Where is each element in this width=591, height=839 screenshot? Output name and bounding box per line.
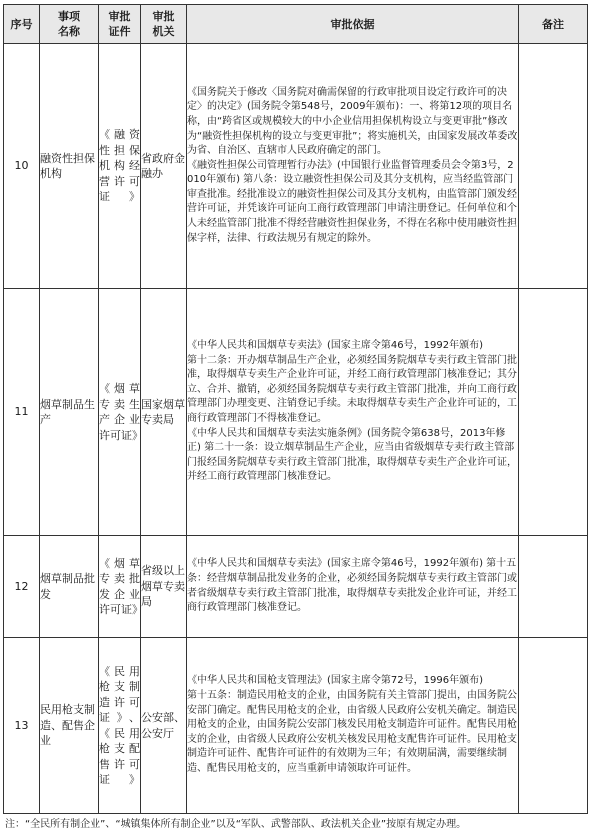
- row-seq: 13: [4, 638, 40, 814]
- row-approval-basis: [187, 536, 519, 638]
- row-approval-basis: [187, 638, 519, 814]
- header-org: [141, 5, 187, 44]
- basis-paragraph: 《中华人民共和国烟草专卖法实施条例》(国务院令第638号，2013年修正) 第二十一条：设立烟草制品生产企业，应当由省级烟草专卖行政主管部门报经国务院烟草专卖行政主管部门批准，取得烟草专卖生产企业许可证，并经工商行政管理部门核准登记。: [187, 427, 517, 483]
- table-row: [4, 638, 588, 814]
- header-cert-label: 审批证件: [108, 10, 131, 38]
- row-seq: 12: [4, 536, 40, 638]
- header-item: [40, 5, 99, 44]
- row-approval-authority: 省政府金融办: [141, 44, 187, 289]
- table-row: [4, 536, 588, 638]
- row-remark: [519, 44, 588, 289]
- row-approval-authority: 省级以上烟草专卖局: [141, 536, 187, 638]
- row-seq: 11: [4, 289, 40, 536]
- basis-paragraph: 《融资性担保公司管理暂行办法》(中国银行业监督管理委员会令第3号，2010年颁布) 第八条：设立融资性担保公司及其分支机构，应当经监管部门审查批准。经批准设立的融资性担保公司及其分支机构，由监管部门颁发经营许可证，并凭该许可证向工商行政管理部门申请注册登记。任何单位和个人未经监管部门批准不得经营融资性担保业务，不得在名称中使用融资性担保字样，法律、行政法规另有规定的除外。: [187, 159, 517, 244]
- row-remark: [519, 289, 588, 536]
- row-certificate: [99, 44, 141, 289]
- row-certificate-text: 《烟草专卖批发企业许可证》: [99, 556, 143, 616]
- row-seq: 10: [4, 44, 40, 289]
- basis-paragraph: 第十五条：制造民用枪支的企业，由国务院有关主管部门提出，由国务院公安部门确定。配售民用枪支的企业，由省级人民政府公安机关确定。制造民用枪支的企业，由国务院公安部门核发民用枪支制造许可证件。配售民用枪支的企业，由省级人民政府公安机关核发民用枪支配售许可证件。民用枪支制造许可证件、配售许可证件的有效期为三年；有效期届满，需要继续制造、配售民用枪支的，应当重新申请领取许可证件。: [187, 690, 517, 774]
- row-item-name: 融资性担保机构: [40, 44, 99, 289]
- row-approval-authority: 公安部、公安厅: [141, 638, 187, 814]
- row-remark: [519, 638, 588, 814]
- row-approval-basis: [187, 44, 519, 289]
- header-seq: 序号: [4, 5, 40, 44]
- row-item-name: 烟草制品批发: [40, 536, 99, 638]
- approval-table: [3, 4, 588, 814]
- row-item-name: 民用枪支制造、配售企业: [40, 638, 99, 814]
- row-certificate-text: 《民用枪支制造许可证》、《民用枪支配售许可证》: [99, 664, 140, 786]
- table-header-row: [4, 5, 588, 44]
- row-certificate-text: 《烟草专卖生产企业许可证》: [99, 382, 143, 442]
- row-certificate-text: 《融资性担保机构经营许可证》: [99, 128, 140, 204]
- basis-paragraph: 《中华人民共和国枪支管理法》(国家主席令第72号，1996年颁布): [187, 675, 483, 687]
- basis-paragraph: 《国务院关于修改〈国务院对确需保留的行政审批项目设定行政许可的决定〉的决定》(国务院令第548号，2009年颁布)：一、将第12项的项目名称，由“跨省区或规模较大的中小企业信用担保机构设立与变更审批”修改为“融资性担保机构的设立与变更审批”；将实施机关，由国家发展改革委改为省、自治区、直辖市人民政府确定的部门。: [187, 86, 518, 157]
- basis-paragraph: 第十二条：开办烟草制品生产企业，必须经国务院烟草专卖行政主管部门批准，取得烟草专卖生产企业许可证，并经工商行政管理部门核准登记；其分立、合并、撤销，必须经国务院烟草专卖行政主管部门批准，并向工商行政管理部门办理变更、注销登记手续。未取得烟草专卖生产企业许可证的，工商行政管理部门不得核准登记。: [187, 354, 517, 424]
- footnote: 注：“全民所有制企业”、“城镇集体所有制企业”以及“军队、武警部队、政法机关企业”按原有规定办理。: [5, 819, 467, 830]
- basis-paragraph: 《中华人民共和国烟草专卖法》(国家主席令第46号，1992年颁布): [187, 340, 483, 352]
- row-certificate: [99, 536, 141, 638]
- row-certificate: [99, 289, 141, 536]
- header-remark: 备注: [519, 5, 588, 44]
- row-certificate: [99, 638, 141, 814]
- header-cert: [99, 5, 141, 44]
- row-approval-authority: 国家烟草专卖局: [141, 289, 187, 536]
- header-basis: 审批依据: [187, 5, 519, 44]
- table-row: [4, 44, 588, 289]
- row-item-name: 烟草制品生产: [40, 289, 99, 536]
- row-remark: [519, 536, 588, 638]
- table-row: [4, 289, 588, 536]
- header-item-label: 事项名称: [58, 10, 80, 38]
- row-approval-basis: [187, 289, 519, 536]
- header-org-label: 审批机关: [152, 10, 175, 38]
- basis-paragraph: 《中华人民共和国烟草专卖法》(国家主席令第46号，1992年颁布) 第十五条：经营烟草制品批发业务的企业，必须经国务院烟草专卖行政主管部门或者省级烟草专卖行政主管部门批准，取得烟草专卖批发企业许可证，并经工商行政管理部门核准登记。: [187, 558, 517, 614]
